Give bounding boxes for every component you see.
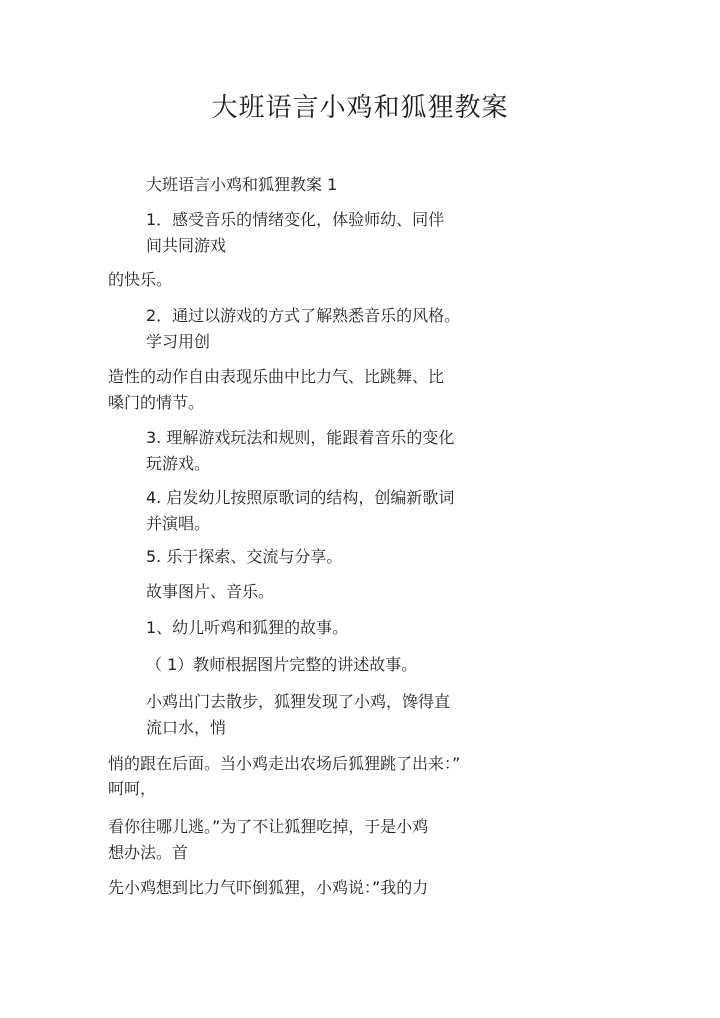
paragraph-line: 并演唱。 (146, 514, 211, 533)
paragraph-line: 想办法。首 (108, 843, 189, 862)
paragraph-line: 造性的动作自由表现乐曲中比力气、比跳舞、比 (108, 367, 445, 386)
paragraph-line: 嗓门的情节。 (108, 393, 205, 412)
paragraph-line: 的快乐。 (108, 270, 173, 289)
paragraph-line: 玩游戏。 (146, 454, 211, 473)
paragraph-line: 1．感受音乐的情绪变化，体验师幼、同伴 (146, 210, 445, 229)
paragraph-line: 4. 启发幼儿按照原歌词的结构，创编新歌词 (146, 488, 455, 507)
paragraph-line: 2．通过以游戏的方式了解熟悉音乐的风格。 (146, 306, 461, 325)
document-title: 大班语言小鸡和狐狸教案 (211, 93, 509, 123)
paragraph-line: 先小鸡想到比力气吓倒狐狸，小鸡说：”我的力 (108, 878, 429, 897)
paragraph-line: 看你往哪儿逃。”为了不让狐狸吃掉，于是小鸡 (108, 817, 429, 836)
paragraph-line: 间共同游戏 (146, 236, 227, 255)
paragraph-line: 学习用创 (146, 332, 211, 351)
paragraph-line: 流口水，悄 (146, 718, 227, 737)
section-heading: 大班语言小鸡和狐狸教案 1 (146, 175, 338, 194)
paragraph-line: 1、幼儿听鸡和狐狸的故事。 (146, 618, 349, 637)
paragraph-line: 悄的跟在后面。当小鸡走出农场后狐狸跳了出来：” (108, 754, 461, 773)
paragraph-line: 故事图片、音乐。 (146, 582, 275, 601)
paragraph-line: 呵呵， (108, 779, 157, 798)
paragraph-line: （ 1）教师根据图片完整的讲述故事。 (146, 655, 418, 674)
paragraph-line: 小鸡出门去散步，狐狸发现了小鸡，馋得直 (146, 692, 451, 711)
paragraph-line: 3. 理解游戏玩法和规则，能跟着音乐的变化 (146, 428, 455, 447)
paragraph-line: 5. 乐于探索、交流与分享。 (146, 547, 343, 566)
